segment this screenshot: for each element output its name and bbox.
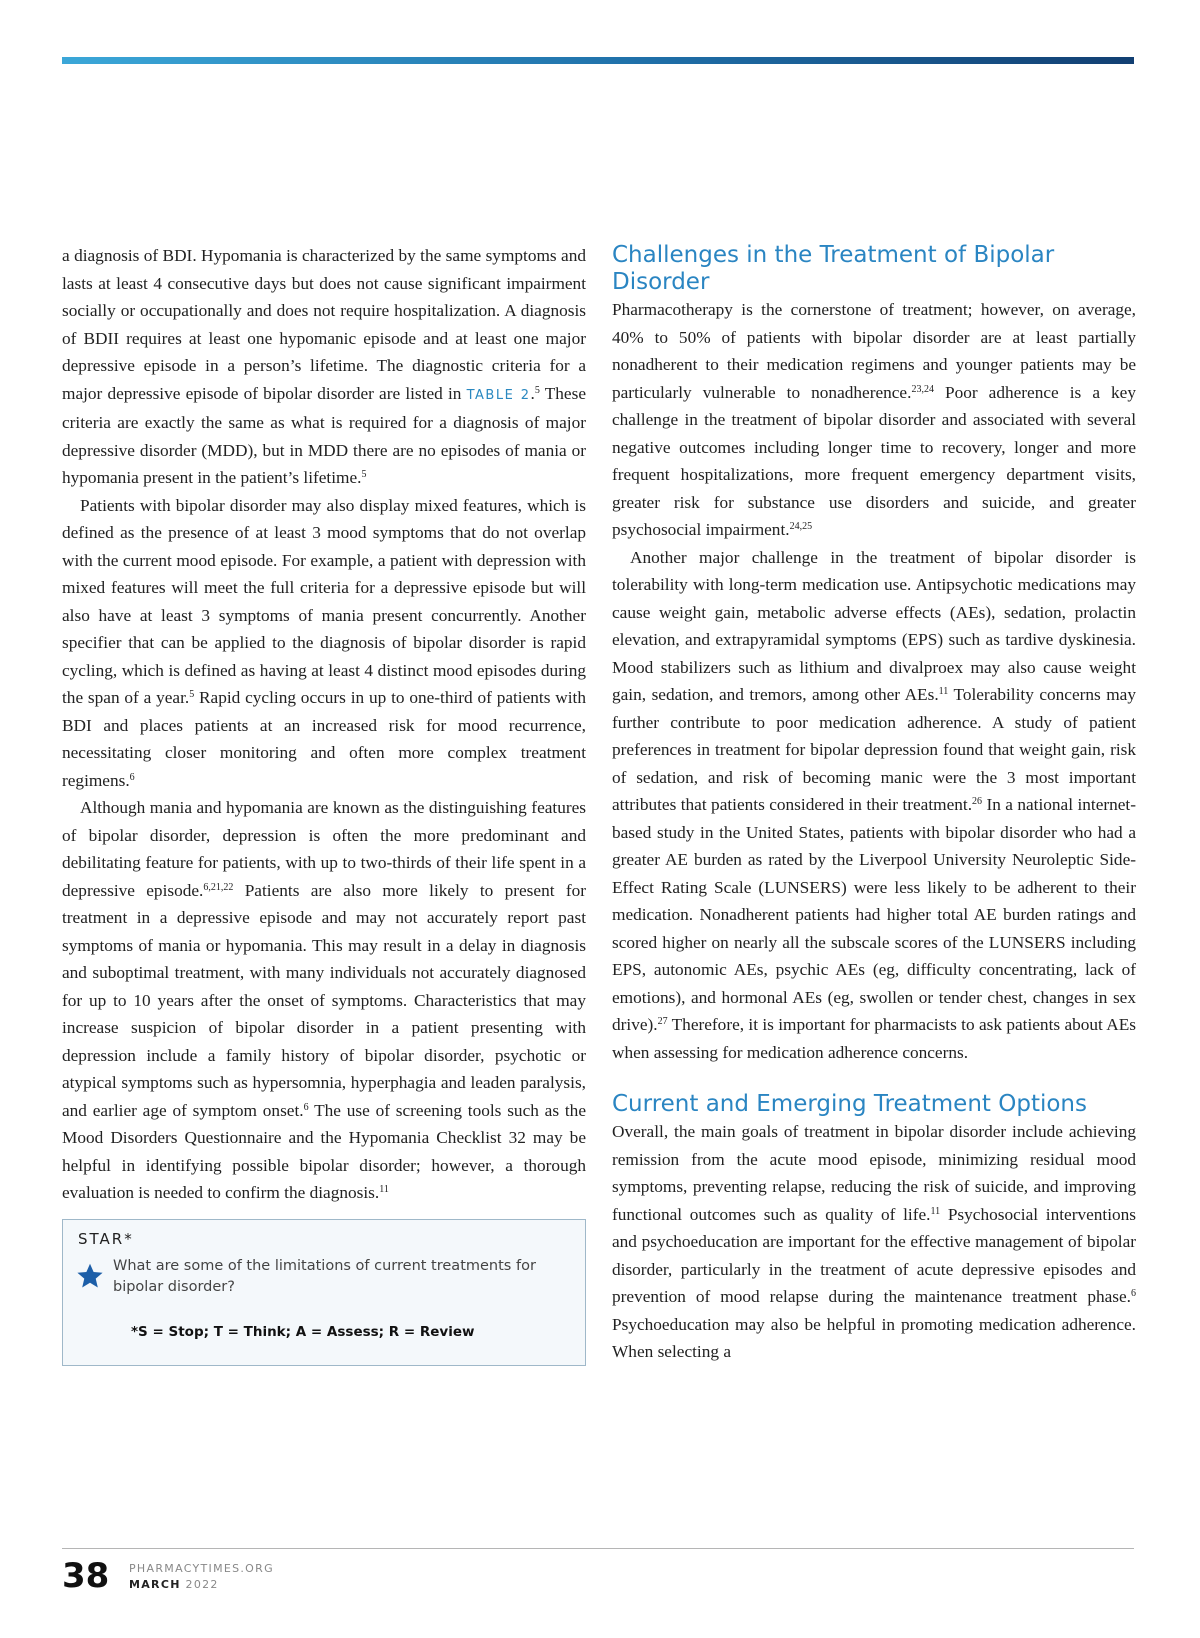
paragraph: Overall, the main goals of treatment in bipolar disorder include achieving remission from the acute mood episode, minimizing residual mood symptoms, preventing relapse, reducing the risk of suicide, and improving functional outcomes such as quality of life.$^{11}$ Psychosocial interventions and psychoeducation are important for the effective management of bipolar disorder, particularly in the treatment of acute depressive episodes and prevention of mood relapse during the maintenance treatment phase.$^6$ Psychoeducation may also be helpful in promoting medication adherence. When selecting a xyxy=(612,1122,1137,1361)
paragraph: Another major challenge in the treatment of bipolar disorder is tolerability with long-term medication use. Antipsychotic medications may cause weight gain, metabolic adverse effects (AEs), sedation, prolactin elevation, and extrapyramidal symptoms (EPS) such as tardive dyskinesia. Mood stabilizers such as lithium and divalproex may also cause weight gain, sedation, and tremors, among other AEs.$^{11}$ Tolerability concerns may further contribute to poor medication adherence. A study of patient preferences in treatment for bipolar depression found that weight gain, risk of sedation, and risk of becoming manic were the 3 most important attributes that patients considered in their treatment.$^{26}$ In a national internet-based study in the United States, patients with bipolar disorder who had a greater AE burden as rated by the Liverpool University Neuroleptic Side-Effect Rating Scale (LUNSERS) were less likely to be adherent to their medication. Nonadherent patients had higher total AE burden ratings and scored higher on nearly all the subscale scores of the LUNSERS including EPS, autonomic AEs, psychic AEs (eg, difficulty concentrating, lack of emotions), and hormonal AEs (eg, swollen or tender chest, changes in sex drive).$^{27}$ Therefore, it is important for pharmacists to ask patients about AEs when assessing for medication adherence concerns. xyxy=(612,547,1136,1062)
citation: 11 xyxy=(938,686,949,697)
paragraph: Pharmacotherapy is the cornerstone of treatment; however, on average, 40% to 50% of patients with bipolar disorder are at least partially nonadherent to their medication regimens and younger patients may be particularly vulnerable to nonadherence.$^{23,24}$ Poor adherence is a key challenge in the treatment of bipolar disorder and associated with several negative outcomes including longer time to recovery, longer and more frequent hospitalizations, more frequent emergency department visits, greater risk for substance use disorders and suicide, and greater psychosocial impairment.$^{24,25}$ xyxy=(612,300,1136,539)
citation: 6 xyxy=(303,1101,309,1113)
citation: 23,24 xyxy=(911,383,934,395)
star-title: STAR* xyxy=(78,1229,134,1248)
paragraph: a diagnosis of BDI. Hypomania is characterized by the same symptoms and lasts at least 4 consecutive days but does not cause significant impairment socially or occupationally and does not require hospitalization. A diagnosis of BDII requires at least one hypomanic episode and at least one major depressive episode in a person’s lifetime. The diagnostic criteria for a major depressive episode of bipolar disorder are listed in TABLE 2.$^5$ These criteria are exactly the same as what is required for a diagnosis of major depressive disorder (MDD), but in MDD there are no episodes of mania or hypomania present in the patient’s lifetime.$^5$ xyxy=(62,246,587,487)
paragraph: Patients with bipolar disorder may also display mixed features, which is defined as the presence of at least 3 mood symptoms that do not overlap with the current mood episode. For example, a patient with depression with mixed features will meet the full criteria for a depressive episode but will also have at least 3 symptoms of mania present concurrently. Another specifier that can be applied to the diagnosis of bipolar disorder is rapid cycling, which is defined as having at least 4 distinct mood episodes during the span of a year.$^5$ Rapid cycling occurs in up to one-third of patients with BDI and places patients at an increased risk for mood recurrence, necessitating closer monitoring and often more complex treatment regimens.$^6$ xyxy=(62,495,586,790)
star-question: What are some of the limitations of current treatments for bipolar disorder? xyxy=(113,1257,536,1295)
star-legend: *S = Stop; T = Think; A = Assess; R = Review xyxy=(131,1323,475,1340)
footer-site[interactable]: PHARMACYTIMES.ORG xyxy=(129,1562,274,1575)
citation: 11 xyxy=(379,1184,389,1195)
section-heading: Challenges in the Treatment of Bipolar Disorder xyxy=(612,242,1055,295)
citation: 26 xyxy=(972,796,983,807)
footer-date: MARCH 2022 xyxy=(129,1578,219,1591)
left-column xyxy=(62,242,586,1366)
star-icon xyxy=(76,1262,104,1290)
section-heading: Current and Emerging Treatment Options xyxy=(612,1091,1087,1117)
footer-rule xyxy=(62,1548,1134,1549)
right-column xyxy=(612,242,1136,1366)
citation: 24,25 xyxy=(789,521,813,532)
citation: 6 xyxy=(129,771,135,783)
citation: 5 xyxy=(534,384,540,396)
citation: 6,21,22 xyxy=(203,881,234,893)
citation: 27 xyxy=(657,1016,668,1027)
header-accent-bar xyxy=(62,57,1134,64)
citation: 11 xyxy=(930,1205,941,1217)
star-callout-box xyxy=(62,1219,586,1366)
citation: 5 xyxy=(361,469,367,480)
citation: 5 xyxy=(189,689,195,700)
table-2-link[interactable]: TABLE 2 xyxy=(466,387,531,403)
citation: 6 xyxy=(1131,1288,1136,1299)
paragraph: Although mania and hypomania are known as the distinguishing features of bipolar disorder, depression is often the more predominant and debilitating feature for patients, with up to two-thirds of their life spent in a depressive episode.$^{6,21,22}$ Patients are also more likely to present for treatment in a depressive episode and may not accurately report past symptoms of mania or hypomania. This may result in a delay in diagnosis and suboptimal treatment, with many individuals not accurately diagnosed for up to 10 years after the onset of symptoms. Characteristics that may increase suspicion of bipolar disorder in a patient presenting with depression include a family history of bipolar disorder, psychotic or atypical symptoms such as hypersomnia, hyperphagia and leaden paralysis, and earlier age of symptom onset.$^6$ The use of screening tools such as the Mood Disorders Questionnaire and the Hypomania Checklist 32 may be helpful in identifying possible bipolar disorder; however, a thorough evaluation is needed to confirm the diagnosis.$^{11}$ xyxy=(62,798,586,1202)
page-number: 38 xyxy=(62,1556,110,1596)
